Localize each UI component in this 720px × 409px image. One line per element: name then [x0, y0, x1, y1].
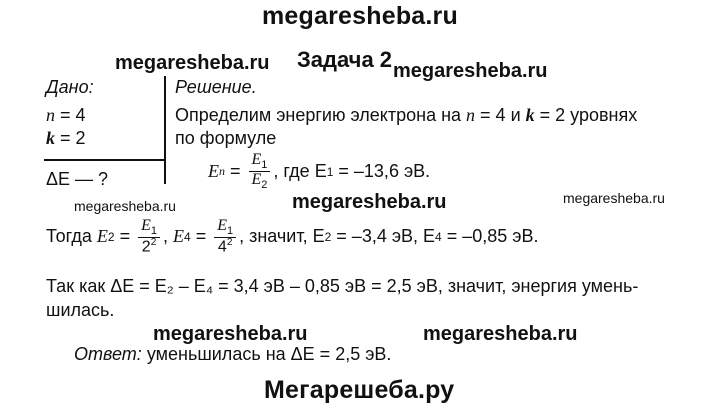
formula-num-e: E: [251, 151, 262, 168]
watermark-mid-center: megaresheba.ru: [292, 191, 447, 213]
given-n-val: = 4: [55, 105, 86, 125]
e2-num-e: E: [141, 217, 151, 234]
e2-eq: =: [114, 226, 136, 247]
given-n: [46, 105, 86, 126]
watermark-bottom: Мегарешеба.ру: [264, 376, 455, 404]
watermark-header-left: megaresheba.ru: [115, 52, 270, 74]
formula-tail-sub: 1: [326, 164, 334, 179]
then-tail: , значит, E: [239, 226, 325, 247]
e4-eq: =: [190, 226, 212, 247]
solution-line1-c: = 2 уровнях: [534, 105, 638, 125]
e4-fraction: [214, 218, 236, 256]
e4-numerator: [214, 218, 236, 238]
e2-fraction: [138, 218, 160, 256]
given-k-val: = 2: [55, 128, 86, 148]
answer-text: уменьшилась на ΔE = 2,5 эВ.: [141, 344, 392, 364]
then-tail-sub4: 4: [435, 229, 442, 244]
given-divider-horizontal: [44, 159, 165, 161]
e2-denominator: [139, 238, 159, 255]
given-k: [46, 128, 86, 149]
solution-line1-b: = 4 и: [475, 105, 526, 125]
formula-numerator: [249, 152, 271, 172]
given-n-var: n: [46, 105, 55, 125]
formula-den-e: E: [251, 171, 262, 189]
e2-den-base: 2: [141, 238, 151, 256]
formula-lhs: E: [208, 161, 219, 182]
e4-sep: ,: [162, 226, 173, 247]
given-divider-vertical: [164, 76, 166, 184]
e2-sub: 2: [107, 229, 115, 244]
watermark-mid-right: megaresheba.ru: [563, 190, 665, 206]
watermark-low-left: megaresheba.ru: [153, 323, 308, 345]
formula-eq: =: [225, 161, 246, 182]
e2-den-sup: 2: [150, 237, 157, 249]
e4-denominator: [215, 238, 235, 255]
watermark-low-right: megaresheba.ru: [423, 323, 578, 345]
formula-denominator: [249, 172, 271, 191]
then-tail-end: = –0,85 эВ.: [441, 226, 539, 247]
then-line: [46, 218, 538, 256]
given-k-var: k: [46, 128, 55, 148]
e4-sub: 4: [184, 229, 191, 244]
solution-line1-a: Определим энергию электрона на: [175, 105, 467, 125]
then-word: Тогда: [46, 226, 97, 247]
answer-line: [74, 344, 391, 365]
formula-num-sub: 1: [261, 159, 268, 172]
answer-label: Ответ:: [74, 344, 142, 364]
then-tail-mid: = –3,4 эВ, E: [331, 226, 436, 247]
e2-numerator: [138, 218, 160, 238]
watermark-top: megaresheba.ru: [262, 2, 458, 30]
task-title: Задача 2: [297, 47, 393, 72]
formula-tail-val: = –13,6 эВ.: [333, 161, 431, 182]
solution-line1: [175, 105, 637, 126]
then-tail-sub2: 2: [324, 229, 332, 244]
given-label: Дано:: [46, 77, 94, 97]
formula-fraction: [249, 152, 271, 191]
e4-num-sub: 1: [226, 225, 234, 238]
e4-num-e: E: [217, 217, 227, 234]
solution-label: Решение.: [175, 77, 257, 97]
given-find: ΔE — ?: [46, 169, 109, 189]
e2-lhs: E: [96, 226, 108, 247]
formula-en: [208, 152, 430, 191]
watermark-header-right: megaresheba.ru: [393, 60, 548, 82]
solution-line1-k: k: [525, 105, 535, 125]
since-line-2: шилась.: [46, 300, 115, 320]
watermark-mid-left: megaresheba.ru: [74, 198, 176, 214]
solution-line1-n: n: [466, 105, 476, 125]
e4-den-sup: 2: [226, 237, 233, 249]
e4-lhs: E: [173, 226, 184, 247]
formula-tail: , где E: [273, 161, 327, 182]
e2-num-sub: 1: [150, 225, 157, 238]
formula-lhs-sub: n: [219, 164, 225, 179]
e4-den-base: 4: [217, 238, 227, 256]
since-line-1: Так как ΔE = E₂ – E₄ = 3,4 эВ – 0,85 эВ = 2,5 эВ, значит, энергия умень-: [46, 276, 639, 296]
formula-den-sub: 2: [261, 179, 268, 192]
solution-line2: по формуле: [175, 128, 277, 148]
